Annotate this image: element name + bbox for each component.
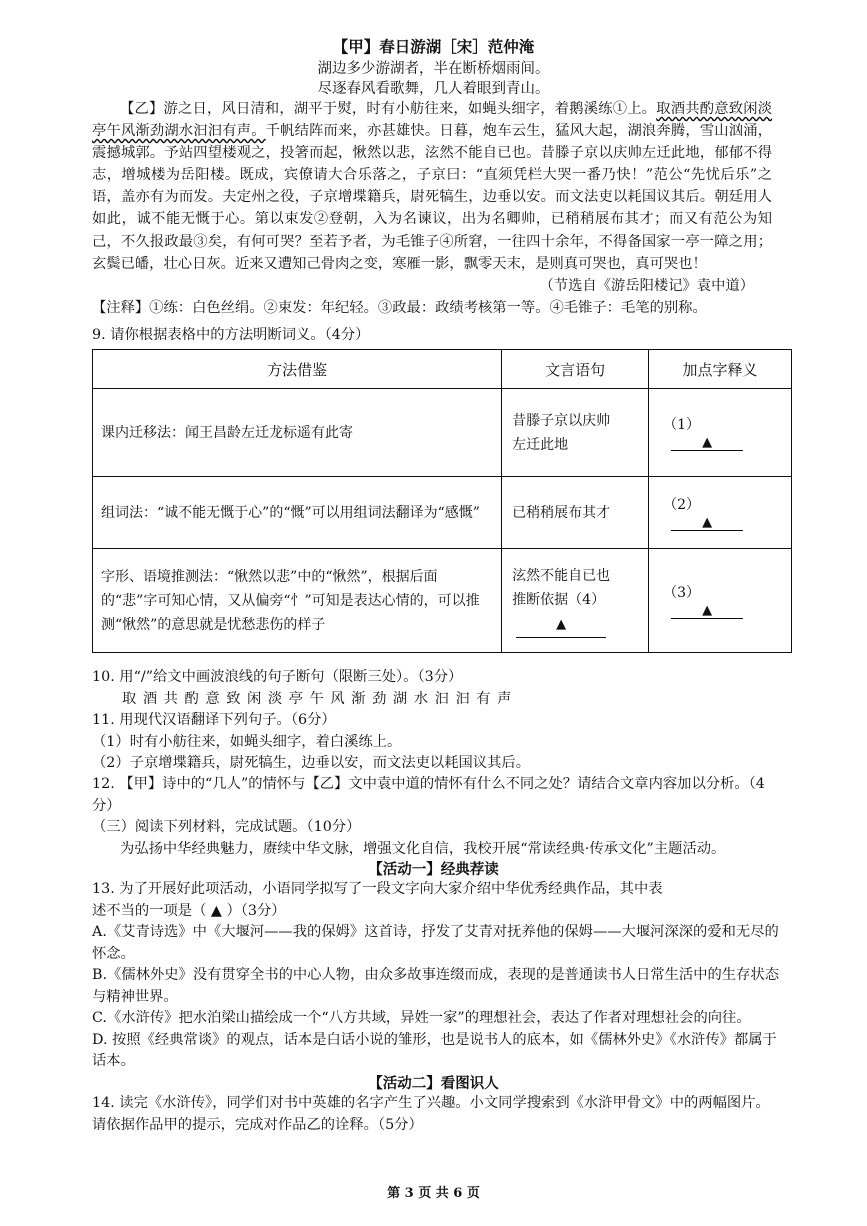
question-13-text-2: 述不当的一项是（ ▲ ）（3分）: [92, 902, 286, 919]
question-10: [92, 667, 782, 710]
sentence-line: 昔滕子京以庆帅: [512, 412, 611, 429]
question-10-text: 10. 用“/”给文中画波浪线的句子断句（限断三处）。（3分）: [92, 669, 463, 685]
method-cell: 课内迁移法：闻王昌龄左迁龙标遥有此寄: [93, 389, 502, 477]
triangle-icon: ▲: [702, 435, 713, 450]
passage-source: （节选自《游岳阳楼记》袁中道）: [539, 277, 754, 294]
question-13-text-1: 13. 为了开展好此项活动，小语同学拟写了一段文字向大家介绍中华优秀经典作品，其中表: [92, 881, 663, 897]
table-header: 文言语句: [502, 350, 649, 389]
question-11-text: 11. 用现代汉语翻译下列句子。（6分）: [92, 712, 336, 728]
table-row: [93, 477, 792, 549]
sentence-line: 左迁此地: [512, 436, 569, 453]
question-14: 14. 读完《水浒传》，同学们对书中英雄的名字产生了兴趣。小文同学搜索到《水浒甲骨文》中的两幅图片。请依据作品甲的提示，完成对作品乙的诠释。（5分）: [92, 1095, 770, 1133]
option-b: B.《儒林外史》没有贯穿全书的中心人物，由众多故事连缀而成，表现的是普通读书人日常生活中的生存状态与精神世界。: [92, 967, 779, 1005]
question-11-s1: （1）时有小舫往来，如蝇头细字，着白溪练上。: [92, 733, 402, 750]
blank-number: （2）: [663, 497, 700, 513]
question-11-s2: （2）子京增堞籍兵，尉死犒生，边垂以安，而文法吏以耗国议其后。: [92, 755, 530, 771]
blank-number: （1）: [663, 417, 700, 433]
table-header-row: [93, 350, 792, 389]
question-12: 12. 【甲】诗中的“几人”的情怀与【乙】文中袁中道的情怀有什么不同之处？请结合文章内容加以分析。（4分）: [92, 776, 765, 814]
sentence-line: 已稍稍展布其才: [512, 504, 611, 521]
table-header: 方法借鉴: [93, 350, 502, 389]
passage-text-1: 【乙】游之日，风日清和，湖平于熨，时有小舫往来，如蝇头细字，着鹅溪练①上。: [120, 101, 657, 117]
page-footer: 第 3 页 共 6 页: [387, 1186, 480, 1201]
passage-yi: [92, 98, 772, 319]
triangle-icon: ▲: [556, 616, 567, 632]
sentence-line: 推断依据（4）: [512, 591, 606, 608]
question-11: [92, 710, 782, 775]
answer-blank[interactable]: [671, 602, 743, 619]
triangle-icon: ▲: [702, 603, 713, 618]
part-3-intro: 为弘扬中华经典魅力，赓续中华文脉，增强文化自信，我校开展“常读经典·传承文化”主题活动。: [120, 840, 726, 857]
option-d: D. 按照《经典常谈》的观点，话本是白话小说的雏形，也是说书人的底本，如《儒林外史》《水浒传》都属于话本。: [92, 1031, 777, 1069]
activity-1-heading: 【活动一】经典荐读: [368, 861, 499, 878]
answer-blank[interactable]: [671, 514, 743, 531]
poem-title: 【甲】春日游湖［宋］范仲淹: [332, 37, 535, 56]
activity-2-heading: 【活动二】看图识人: [368, 1075, 499, 1092]
wavy-sentence: 取酒共酌意致闲淡亭午风渐劲湖水汩汩有声。: [92, 101, 772, 140]
part-3: [92, 817, 782, 860]
sentence-cell: [502, 477, 649, 549]
poem-line-2: 尽逐春风看歌舞，几人着眼到青山。: [317, 81, 550, 97]
sentence-line: 泫然不能自已也: [512, 567, 611, 584]
sentence-cell: [502, 549, 649, 653]
answer-cell: [649, 549, 792, 653]
method-cell: 字形、语境推测法：“愀然以悲”中的“愀然”，根据后面的“悲”字可知心情，又从偏旁“忄”可知是表达心情的，可以推测“愀然”的意思就是忧愁悲伤的样子: [93, 549, 502, 653]
poem-line-1: 湖边多少游湖者，半在断桥烟雨间。: [317, 61, 550, 77]
table-row: [93, 389, 792, 477]
answer-blank[interactable]: [671, 434, 743, 451]
answer-cell: [649, 389, 792, 477]
blank-number: （3）: [663, 585, 700, 601]
sentence-cell: [502, 389, 649, 477]
question-9: 9. 请你根据表格中的方法明断词义。（4分）: [92, 327, 370, 343]
option-c: C.《水浒传》把水泊梁山描绘成一个“八方共域，异姓一家”的理想社会，表达了作者对理想社会的向往。: [92, 1010, 751, 1026]
question-13: [92, 879, 782, 1073]
table-header: 加点字释义: [649, 350, 792, 389]
triangle-icon: ▲: [702, 515, 713, 530]
answer-blank-4[interactable]: [512, 612, 638, 638]
table-row: [93, 549, 792, 653]
passage-notes: 【注释】①练：白色丝绢。②束发：年纪轻。③政最：政绩考核第一等。④毛锥子：毛笔的别称。: [92, 299, 707, 316]
method-cell: 组词法：“诚不能无慨于心”的“慨”可以用组词法翻译为“感慨”: [93, 477, 502, 549]
question-10-sentence: 取 酒 共 酌 意 致 闲 淡 亭 午 风 渐 劲 湖 水 汩 汩 有 声: [122, 690, 513, 707]
answer-cell: [649, 477, 792, 549]
option-a: A.《艾青诗选》中《大堰河——我的保姆》这首诗，抒发了艾青对抚养他的保姆——大堰河深深的爱和无尽的怀念。: [92, 924, 779, 962]
part-3-title: （三）阅读下列材料，完成试题。（10分）: [92, 819, 361, 835]
passage-text-2: 千帆结阵而来，亦甚雄快。日暮，炮车云生，猛风大起，湖浪奔腾，雪山汹涌，震撼城郭。予站四望楼观之，投箸而起，愀然以悲，泫然不能自已也。昔滕子京以庆帅左迁此地，郁郁不得志，增城楼为岳阳楼。既成，宾僚请大合乐落之，子京曰：“直须凭栏大哭一番乃快！”范公“先忧后乐”之语，盖亦有为而发。夫定州之役，子京增堞籍兵，尉死犒生，边垂以安。而文法吏以耗国议其后。朝廷用人如此，诚不能无慨于心。第以束发②登朝，入为名谏议，出为名卿帅，已稍稍展布其才；而又有范公为知己，不久报政最③矣，有何可哭？至若予者，为毛锥子④所窘，一往四十余年，不得备国家一亭一障之用；玄鬓已皤，壮心日灰。近来又遭知己骨肉之变，寒雁一影，飘零天末，是则真可哭也，真可哭也！: [92, 123, 773, 272]
method-table: [92, 349, 792, 653]
